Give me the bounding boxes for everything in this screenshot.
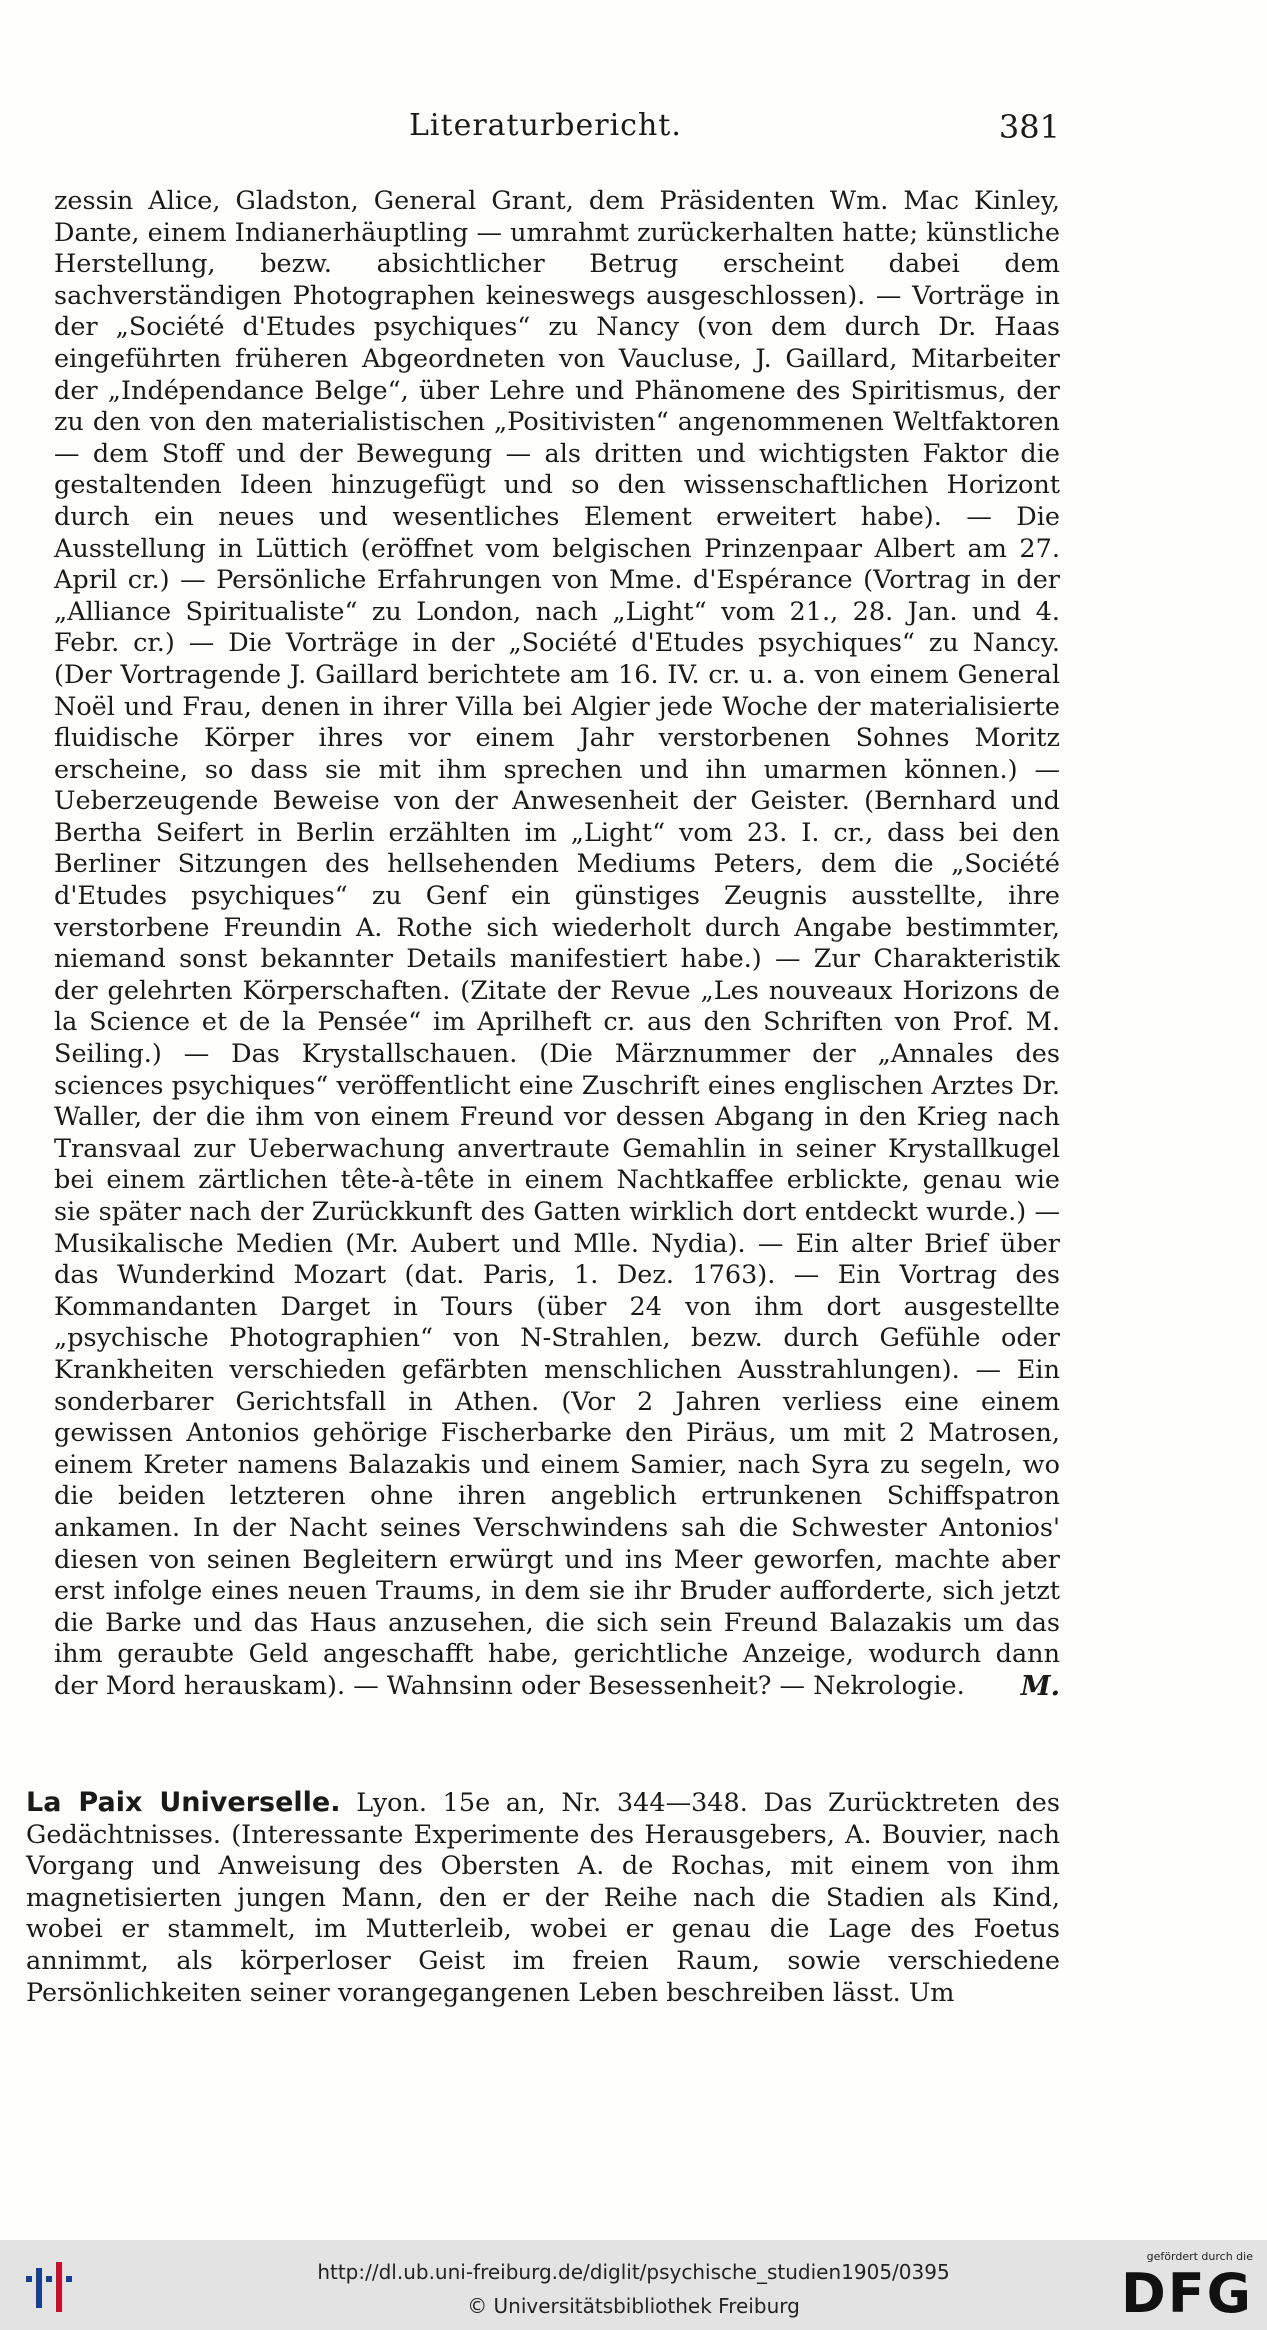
- journal-entry: [26, 1787, 1060, 2009]
- document-url[interactable]: http://dl.ub.uni-freiburg.de/diglit/psychische_studien1905/0395: [317, 2260, 950, 2284]
- viewer-footer: [0, 2240, 1267, 2330]
- funder-caption: gefördert durch die: [1146, 2250, 1253, 2263]
- author-signature: M.: [1020, 1670, 1060, 1702]
- copyright-notice: © Universitätsbibliothek Freiburg: [467, 2294, 800, 2318]
- funder-logo-text: DFG: [1120, 2262, 1253, 2325]
- review-text-block: [54, 186, 1060, 1703]
- dfg-logo-icon: [1103, 2248, 1253, 2324]
- body-paragraph: [54, 186, 1060, 1703]
- journal-entry-text: Lyon. 15e an, Nr. 344—348. Das Zurücktreten des Gedächtnisses. (Interessante Experimente des Herausgebers, A. Bouvier, nach Vorgang und Anweisung des Obersten A. de Rochas, mit einem von ihm magnetisierten jungen Mann, den er der Reihe nach die Stadien als Kind, wobei er stammelt, im Mutterleib, wobei er genau die Lage des Foetus annimmt, als körperloser Geist im freien Raum, sowie verschiedene Persönlichkeiten seiner vorangegangenen Leben beschreiben lässt. Um: [26, 1788, 1060, 2008]
- page-number: 381: [998, 108, 1060, 146]
- running-header: [54, 108, 1060, 148]
- body-paragraph-text: zessin Alice, Gladston, General Grant, dem Präsidenten Wm. Mac Kinley, Dante, einem Indianerhäuptling — umrahmt zurückerhalten hatte; künstliche Herstellung, bezw. absichtlicher Betrug erscheint dabei dem sachverständigen Photographen keineswegs ausgeschlossen). — Vorträge in der „Société d'Etudes psychiques“ zu Nancy (von dem durch Dr. Haas eingeführten früheren Abgeordneten von Vaucluse, J. Gaillard, Mitarbeiter der „Indépendance Belge“, über Lehre und Phänomene des Spiritismus, der zu den von den materialistischen „Positivisten“ angenommenen Weltfaktoren — dem Stoff und der Bewegung — als dritten und wichtigsten Faktor die gestaltenden Ideen hinzugefügt und so den wissenschaftlichen Horizont durch ein neues und wesentliches Element erweitert habe). — Die Ausstellung in Lüttich (eröffnet vom belgischen Prinzenpaar Albert am 27. April cr.) — Persönliche Erfahrungen von Mme. d'Espérance (Vortrag in der „Alliance Spiritualiste“ zu London, nach „Light“ vom 21., 28. Jan. und 4. Febr. cr.) — Die Vorträge in der „Société d'Etudes psychiques“ zu Nancy. (Der Vortragende J. Gaillard berichtete am 16. IV. cr. u. a. von einem General Noël und Frau, denen in ihrer Villa bei Algier jede Woche der materialisierte fluidische Körper ihres vor einem Jahr verstorbenen Sohnes Moritz erscheine, so dass sie mit ihm sprechen und ihn umarmen können.) — Ueberzeugende Beweise von der Anwesenheit der Geister. (Bernhard und Bertha Seifert in Berlin erzählten im „Light“ vom 23. I. cr., dass bei den Berliner Sitzungen des hellsehenden Mediums Peters, dem die „Société d'Etudes psychiques“ zu Genf ein günstiges Zeugnis ausstellte, ihre verstorbene Freundin A. Rothe sich wiederholt durch Angabe bestimmter, niemand sonst bekannter Details manifestiert habe.) — Zur Charakteristik der gelehrten Körperschaften. (Zitate der Revue „Les nouveaux Horizons de la Science et de la Pensée“ im Aprilheft cr. aus den Schriften von Prof. M. Seiling.) — Das Krystallschauen. (Die Märznummer der „Annales des sciences psychiques“ veröffentlicht eine Zuschrift eines englischen Arztes Dr. Waller, der die ihm von einem Freund vor dessen Abgang in den Krieg nach Transvaal zur Ueberwachung anvertraute Gemahlin in seiner Krystallkugel bei einem zärtlichen tête-à-tête in einem Nachtkaffee erblickte, genau wie sie später nach der Zurückkunft des Gatten wirklich dort entdeckt wurde.) — Musikalische Medien (Mr. Aubert und Mlle. Nydia). — Ein alter Brief über das Wunderkind Mozart (dat. Paris, 1. Dez. 1763). — Ein Vortrag des Kommandanten Darget in Tours (über 24 von ihm dort ausgestellte „psychische Photographien“ von N-Strahlen, bezw. durch Gefühle oder Krankheiten verschieden gefärbten menschlichen Ausstrahlungen). — Ein sonderbarer Gerichtsfall in Athen. (Vor 2 Jahren verliess eine einem gewissen Antonios gehörige Fischerbarke den Piräus, um mit 2 Matrosen, einem Kreter namens Balazakis und einem Samier, nach Syra zu segeln, wo die beiden letzteren ohne ihren angeblich ertrunkenen Schiffspatron ankamen. In der Nacht seines Verschwindens sah die Schwester Antonios' diesen von seinen Begleitern erwürgt und ins Meer geworfen, machte aber erst infolge eines neuen Traums, in dem sie ihr Bruder aufforderte, sich jetzt die Barke und das Haus anzusehen, die sich sein Freund Balazakis um das ihm geraubte Geld angeschafft habe, gerichtliche Anzeige, wodurch dann der Mord herauskam). — Wahnsinn oder Besessenheit? — Nekrologie.: [54, 186, 1060, 1701]
- running-title: Literaturbericht.: [409, 108, 682, 143]
- journal-name: La Paix Universelle.: [26, 1787, 341, 1818]
